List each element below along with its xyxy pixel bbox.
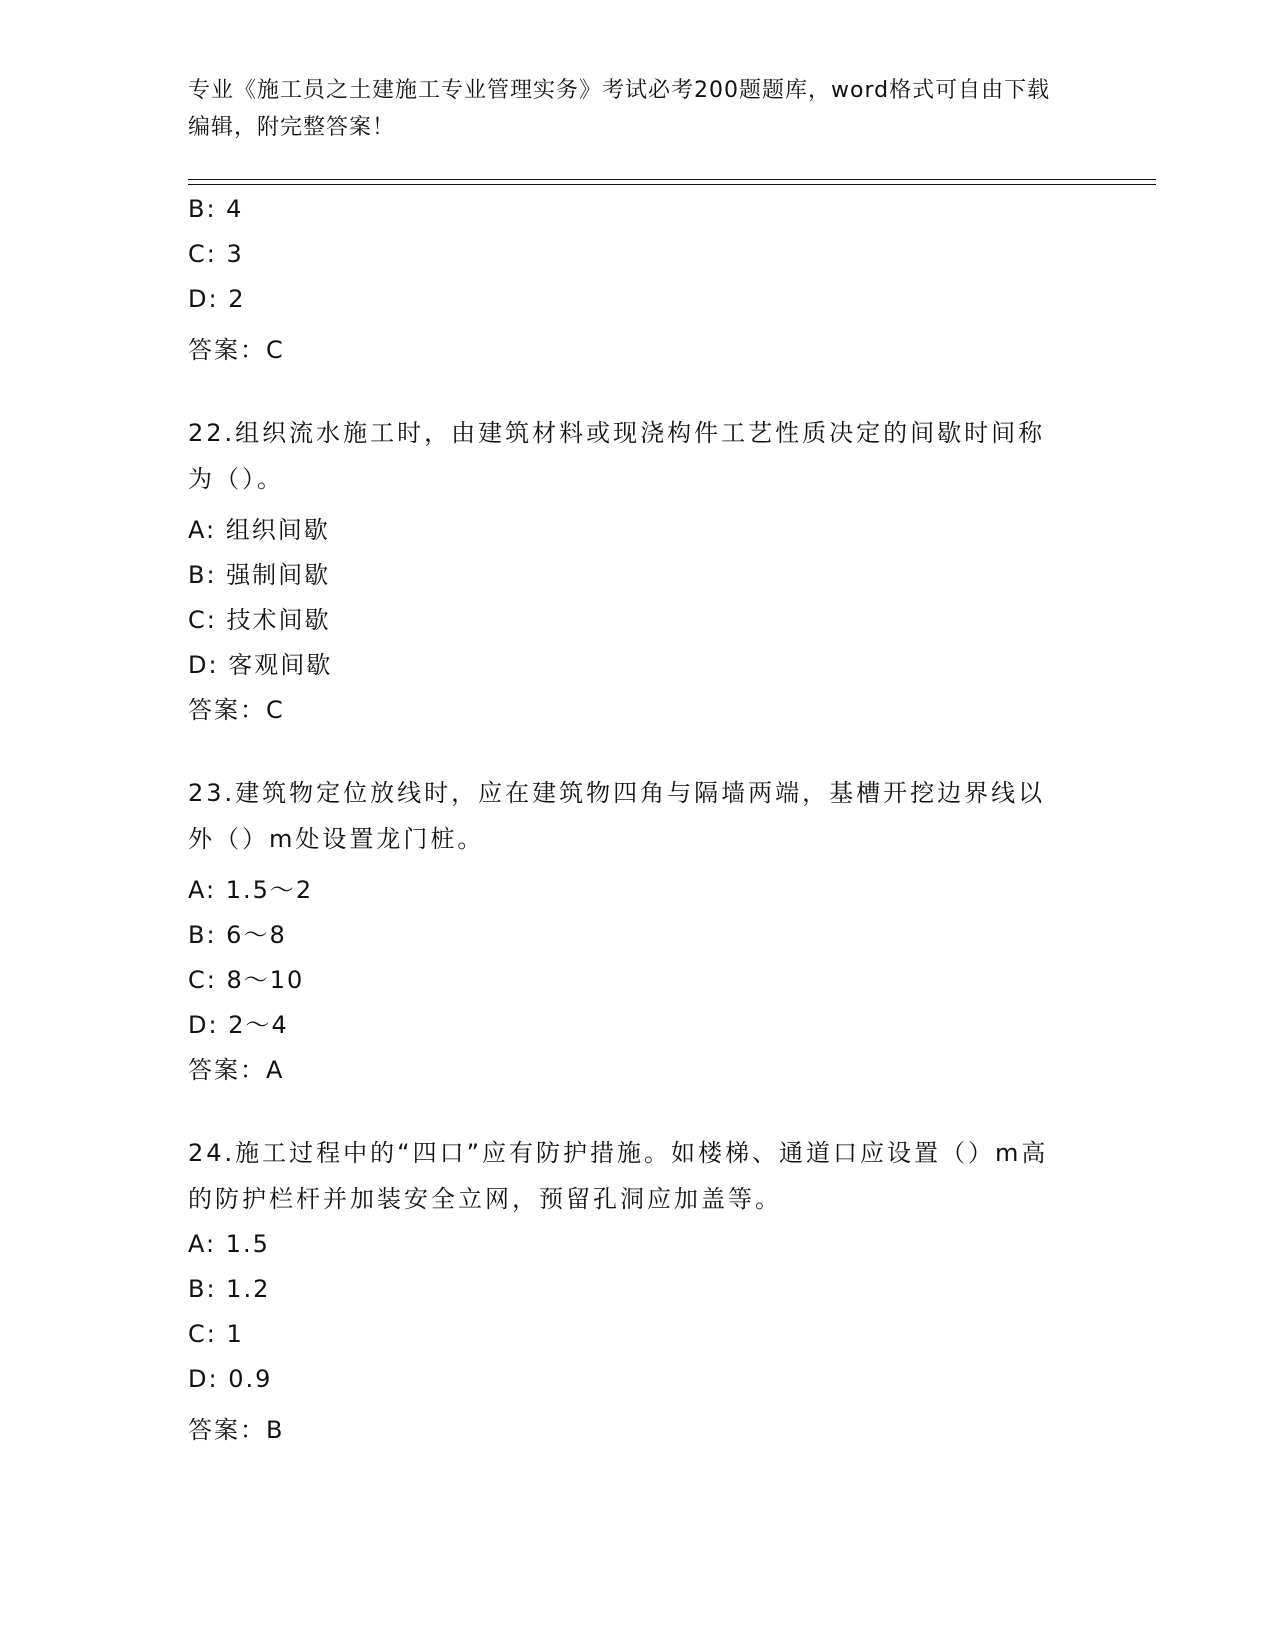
answer: 答案：C (188, 336, 285, 364)
question-24-option-a: A: 1.5 (188, 1230, 270, 1258)
question-23-option-a: A: 1.5～2 (188, 876, 314, 904)
question-22-option-c: C: 技术间歇 (188, 606, 331, 634)
question-22-option-d: D: 客观间歇 (188, 651, 333, 679)
question-24-answer: 答案：B (188, 1416, 285, 1444)
header-divider-top (188, 179, 1156, 180)
document-header: 专业《施工员之土建施工专业管理实务》考试必考200题题库，word格式可自由下载编辑，附完整答案！ (188, 78, 1051, 140)
question-22-option-a: A: 组织间歇 (188, 516, 330, 544)
question-23-option-d: D: 2～4 (188, 1011, 289, 1039)
question-22-text: 22.组织流水施工时，由建筑材料或现浇构件工艺性质决定的间歇时间称为（）。 (188, 419, 1046, 493)
question-22-answer: 答案：C (188, 696, 285, 724)
question-24-option-b: B: 1.2 (188, 1275, 271, 1303)
question-24-option-c: C: 1 (188, 1320, 244, 1348)
question-23-answer: 答案：A (188, 1056, 285, 1084)
option-b: B: 4 (188, 195, 244, 223)
question-23-option-c: C: 8～10 (188, 966, 305, 994)
question-22-option-b: B: 强制间歇 (188, 561, 331, 589)
question-23-text: 23.建筑物定位放线时，应在建筑物四角与隔墙两端，基槽开挖边界线以外（）m处设置龙门桩。 (188, 779, 1046, 853)
option-c: C: 3 (188, 240, 244, 268)
question-24-option-d: D: 0.9 (188, 1365, 273, 1393)
header-divider-bottom (188, 184, 1156, 185)
question-24-text: 24.施工过程中的“四口”应有防护措施。如楼梯、通道口应设置（）m高的防护栏杆并加装安全立网，预留孔洞应加盖等。 (188, 1139, 1049, 1213)
question-23-option-b: B: 6～8 (188, 921, 287, 949)
option-d: D: 2 (188, 285, 246, 313)
